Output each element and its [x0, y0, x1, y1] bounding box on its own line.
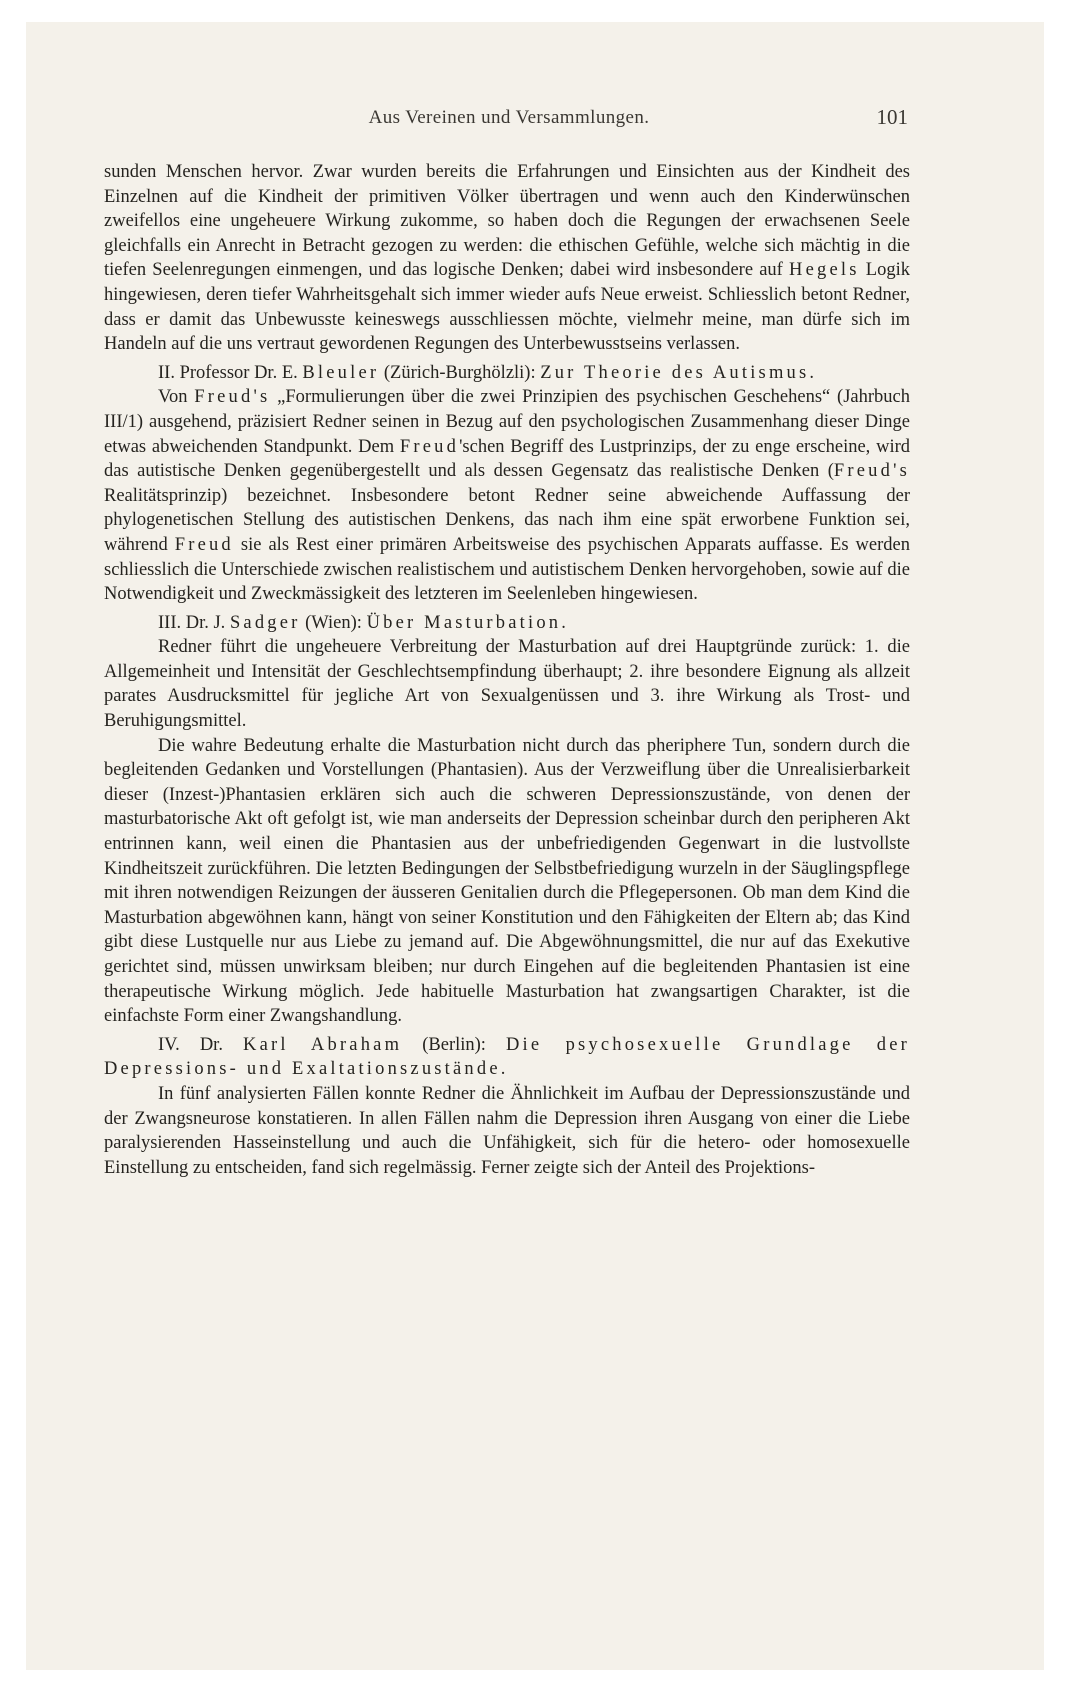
paragraph-text: Logik hingewiesen, deren tiefer Wahrheitsgehalt sich immer wieder aufs Neue erweist. Schliesslich betont Redner, dass er damit das Unbewusste keineswegs ausschliessen möchte, vielmehr meine, man dürfe sich im Handeln auf die uns vertraut gewordenen Regungen des Unterbewusstseins verlassen. [104, 260, 910, 355]
page-number: 101 [876, 105, 908, 129]
speaker-place: (Zürich-Burghölzli): [379, 362, 541, 383]
spaced-name-freud: Freud's [194, 387, 271, 408]
section-number: III. Dr. J. [158, 612, 230, 633]
speaker-name: Karl Abraham [243, 1034, 403, 1055]
section-heading-3 [104, 611, 910, 636]
running-title: Aus Vereinen und Versammlungen. [368, 107, 650, 128]
section-number: IV. Dr. [158, 1034, 244, 1055]
speaker-place: (Berlin): [402, 1034, 506, 1055]
talk-title: Zur Theorie des Autismus. [540, 362, 818, 383]
spaced-name-freud: Freud [399, 436, 460, 457]
body-text [104, 160, 910, 1180]
talk-title: Die psychosexuelle Grundlage der Depressions- und Exaltationszustände. [104, 1034, 911, 1080]
paragraph-sadger-2: Die wahre Bedeutung erhalte die Masturbation nicht durch das pheriphere Tun, sondern durch die begleitenden Gedanken und Vorstellungen (Phantasien). Aus der Verzweiflung über die Unrealisierbarkeit dieser (Inzest-)Phantasien erklären sich auch die schweren Depressionszustände, von denen der masturbatorische Akt oft gefolgt ist, wie man anderseits der Depression scheinbar durch den peripheren Akt entrinnen kann, weil einen die Phantasien aus der unbefriedigenden Gegenwart in die lustvollste Kindheitszeit zurückführen. Die letzten Bedingungen der Selbstbefriedigung wurzeln in der Säuglingspflege mit ihren notwendigen Reizungen der äusseren Genitalien durch die Pflegepersonen. Ob man dem Kind die Masturbation abgewöhnen kann, hängt von seiner Konstitution und den Fähigkeiten der Eltern ab; das Kind gibt diese Lustquelle nur aus Liebe zu jemand auf. Die Abgewöhnungsmittel, die nur auf das Exekutive gerichtet sind, müssen unwirksam bleiben; nur durch Eingehen auf die begleitenden Phantasien ist eine therapeutische Wirkung möglich. Jede habituelle Masturbation hat zwangsartigen Charakter, ist die einfachste Form einer Zwangshandlung. [104, 735, 910, 1027]
paragraph-text: 'schen Begriff des Lustprinzips, der zu enge erscheine, wird das autistische Denken gegenübergestellt und als dessen Gegensatz das realistische Denken ( [104, 436, 910, 482]
section-number: II. Professor Dr. E. [158, 362, 303, 383]
paragraph-text: „Formulierungen über die zwei Prinzipien des psychischen Geschehens“ (Jahrbuch III/1) ausgehend, präzisiert Redner seinen in Bezug auf den psychologischen Zusammenhang dieser Dinge etwas abweichenden Standpunkt. Dem [104, 387, 910, 457]
paragraph-bleuler [104, 385, 910, 606]
section-heading-2 [104, 361, 910, 386]
paragraph-abraham: In fünf analysierten Fällen konnte Redner die Ähnlichkeit im Aufbau der Depressionszustände und der Zwangsneurose konstatieren. In allen Fällen nahm die Depression ihren Ausgang von einer die Liebe paralysierenden Hasseinstellung und auch die Unfähigkeit, sich für die hetero- oder homosexuelle Einstellung zu entscheiden, fand sich regelmässig. Ferner zeigte sich der Anteil des Projektions- [104, 1083, 910, 1178]
speaker-place: (Wien): [300, 612, 367, 633]
spaced-name-hegel: Hegels [789, 260, 860, 281]
paragraph-text: sunden Menschen hervor. Zwar wurden bereits die Erfahrungen und Einsichten aus der Kindheit des Einzelnen auf die Kindheit der primitiven Völker übertragen und wenn auch den Kinderwünschen zweifellos eine ungeheuere Wirkung zukomme, so haben doch die Regungen der erwachsenen Seele gleichfalls ein Anrecht in Betracht gezogen zu werden: die ethischen Gefühle, welche sich mächtig in die tiefen Seelenregungen einmengen, und das logische Denken; dabei wird insbesondere auf [104, 162, 910, 281]
talk-title: Über Masturbation. [366, 612, 570, 633]
page-header [110, 107, 908, 137]
speaker-name: Bleuler [302, 362, 380, 383]
paragraph-text: Von [158, 387, 195, 408]
spaced-name-freud: Freud's [833, 461, 910, 482]
paragraph-text: Realitätsprinzip) bezeichnet. Insbesondere betont Redner seine abweichende Auffassung der phylogenetischen Stellung des autistischen Denkens, das nach ihm eine spät erworbene Funktion sei, während [104, 485, 910, 555]
spaced-name-freud: Freud [174, 534, 234, 555]
speaker-name: Sadger [229, 612, 301, 633]
paragraph-text: sie als Rest einer primären Arbeitsweise des psychischen Apparats auffasse. Es werden schliesslich die Unterschiede zwischen realistischem und autistischem Denken hervorgehoben, sowie auf die Notwendigkeit und Zweckmässigkeit des letzteren im Seelenleben hingewiesen. [104, 534, 911, 605]
paragraph-sadger-1: Redner führt die ungeheuere Verbreitung der Masturbation auf drei Hauptgründe zurück: 1. die Allgemeinheit und Intensität der Geschlechtsempfindung überhaupt; 2. ihre besondere Eignung als allzeit parates Ausdrucksmittel für jegliche Art von Sexualgenüssen und 3. ihre Wirkung als Trost- und Beruhigungsmittel. [104, 637, 910, 732]
paragraph-continuation [104, 160, 910, 357]
section-heading-4 [104, 1033, 910, 1082]
